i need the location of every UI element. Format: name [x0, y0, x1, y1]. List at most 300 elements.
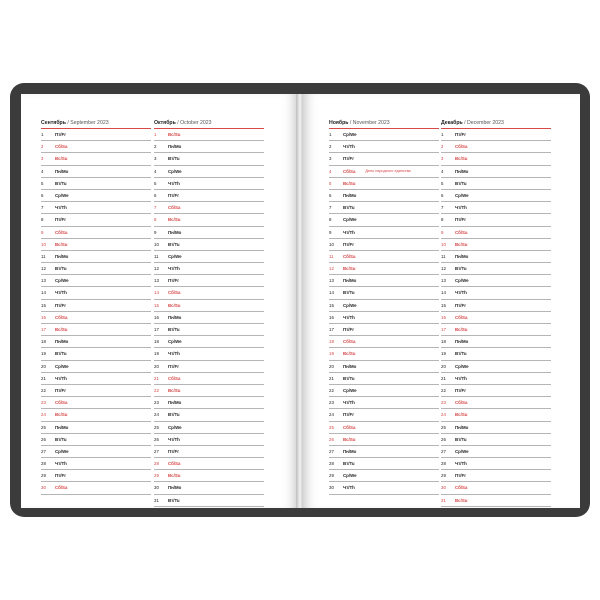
day-row [41, 336, 151, 348]
day-number: 21 [441, 375, 446, 381]
day-number: 30 [329, 485, 334, 491]
day-number: 25 [41, 424, 46, 430]
weekday-label: Вс/Su [55, 412, 68, 418]
day-row [329, 166, 439, 178]
day-row [154, 434, 264, 446]
day-row [441, 300, 551, 312]
day-row [329, 287, 439, 299]
day-row [441, 434, 551, 446]
day-row [154, 324, 264, 336]
day-row [41, 178, 151, 190]
weekday-label: Пт/Fr [343, 327, 354, 332]
day-row [329, 385, 439, 397]
weekday-label: Ср/We [343, 387, 357, 393]
month-subtitle: / October 2023 [177, 120, 212, 126]
weekday-label: Пн/Mo [55, 253, 69, 259]
day-number: 23 [154, 400, 159, 406]
day-number: 14 [154, 290, 159, 296]
weekday-label: Ср/We [343, 302, 357, 308]
weekday-label: Сб/Sa [55, 144, 68, 150]
day-number: 8 [154, 217, 157, 223]
day-number: 3 [41, 156, 44, 162]
day-row [441, 263, 551, 275]
weekday-label: Пт/Fr [343, 412, 354, 418]
day-number: 25 [441, 424, 446, 430]
day-row [329, 361, 439, 373]
month-column-october [154, 120, 264, 507]
weekday-label: Вс/Su [455, 156, 468, 162]
day-row [441, 470, 551, 482]
weekday-label: Вт/Tu [455, 436, 467, 442]
weekday-label: Пн/Mo [455, 424, 469, 430]
weekday-label: Вт/Tu [343, 461, 355, 467]
weekday-label: Сб/Sa [455, 144, 468, 150]
weekday-label: Чт/Th [168, 266, 180, 272]
day-row [441, 336, 551, 348]
weekday-label: Ср/We [168, 168, 182, 174]
day-number: 9 [329, 229, 332, 235]
day-row [41, 214, 151, 226]
day-number: 22 [329, 387, 334, 393]
day-number: 22 [41, 387, 46, 393]
weekday-label: Вс/Su [343, 266, 356, 272]
weekday-label: Сб/Sa [343, 253, 356, 259]
day-number: 10 [41, 241, 46, 247]
day-number: 19 [329, 351, 334, 357]
day-row [441, 409, 551, 421]
day-row [154, 178, 264, 190]
weekday-label: Пт/Fr [55, 387, 66, 393]
day-number: 13 [329, 278, 334, 284]
day-row [154, 470, 264, 482]
month-title: Октябрь [154, 120, 176, 126]
weekday-label: Пн/Mo [168, 485, 182, 491]
day-number: 29 [329, 473, 334, 479]
day-row [441, 178, 551, 190]
day-number: 19 [41, 351, 46, 357]
day-number: 7 [41, 205, 44, 211]
day-row [329, 227, 439, 239]
day-number: 20 [441, 363, 446, 369]
weekday-label: Сб/Sa [55, 314, 68, 320]
day-row [329, 275, 439, 287]
weekday-label: Вс/Su [168, 132, 181, 137]
day-row [154, 446, 264, 458]
day-number: 13 [154, 278, 159, 284]
weekday-label: Пн/Mo [343, 448, 357, 454]
day-row [441, 495, 551, 507]
day-row [154, 385, 264, 397]
weekday-label: Чт/Th [55, 461, 67, 467]
weekday-label: Ср/We [343, 473, 357, 479]
day-number: 26 [441, 436, 446, 442]
day-row [441, 422, 551, 434]
holiday-note: День народного единства [365, 168, 411, 173]
weekday-label: Сб/Sa [168, 290, 181, 296]
day-number: 26 [41, 436, 46, 442]
day-number: 16 [41, 314, 46, 320]
day-number: 31 [154, 497, 159, 503]
day-list [154, 129, 264, 507]
weekday-label: Пт/Fr [455, 387, 466, 393]
day-row [41, 312, 151, 324]
day-number: 15 [154, 302, 159, 308]
weekday-label: Сб/Sa [55, 229, 68, 235]
day-row [441, 446, 551, 458]
day-row [329, 422, 439, 434]
day-row [329, 141, 439, 153]
day-row [41, 263, 151, 275]
day-row [329, 263, 439, 275]
day-number: 24 [441, 412, 446, 418]
day-number: 8 [441, 217, 444, 223]
weekday-label: Вс/Su [343, 436, 356, 442]
weekday-label: Сб/Sa [168, 375, 181, 381]
weekday-label: Сб/Sa [55, 485, 68, 491]
weekday-label: Вт/Tu [55, 351, 67, 357]
day-number: 30 [154, 485, 159, 491]
day-number: 29 [41, 473, 46, 479]
day-number: 28 [154, 461, 159, 467]
weekday-label: Пт/Fr [55, 473, 66, 479]
day-row [41, 482, 151, 494]
day-number: 18 [329, 339, 334, 345]
day-row [441, 153, 551, 165]
day-number: 30 [441, 485, 446, 491]
day-row [41, 470, 151, 482]
day-number: 1 [441, 132, 444, 137]
day-row [441, 190, 551, 202]
weekday-label: Вс/Su [455, 412, 468, 418]
day-row [154, 214, 264, 226]
day-row [329, 324, 439, 336]
month-header [329, 120, 439, 129]
weekday-label: Вт/Tu [168, 497, 180, 503]
day-row [329, 458, 439, 470]
weekday-label: Пн/Mo [55, 424, 69, 430]
day-row [154, 409, 264, 421]
day-number: 10 [329, 241, 334, 247]
weekday-label: Чт/Th [343, 229, 355, 235]
weekday-label: Сб/Sa [343, 168, 356, 174]
day-number: 7 [329, 205, 332, 211]
day-row [41, 287, 151, 299]
weekday-label: Вт/Tu [55, 436, 67, 442]
day-number: 11 [41, 253, 46, 259]
day-number: 18 [154, 339, 159, 345]
month-subtitle: / November 2023 [349, 120, 390, 126]
weekday-label: Чт/Th [55, 205, 67, 211]
day-row [41, 300, 151, 312]
weekday-label: Пт/Fr [168, 448, 179, 454]
day-number: 18 [41, 339, 46, 345]
day-row [329, 202, 439, 214]
day-row [154, 190, 264, 202]
weekday-label: Ср/We [168, 253, 182, 259]
day-row [41, 275, 151, 287]
day-number: 4 [441, 168, 444, 174]
day-row [41, 348, 151, 360]
weekday-label: Сб/Sa [343, 424, 356, 430]
day-row [441, 397, 551, 409]
day-number: 17 [41, 327, 46, 332]
day-row [154, 129, 264, 141]
day-number: 12 [329, 266, 334, 272]
day-number: 23 [329, 400, 334, 406]
day-row [329, 153, 439, 165]
day-number: 3 [329, 156, 332, 162]
day-number: 29 [154, 473, 159, 479]
weekday-label: Пт/Fr [343, 156, 354, 162]
weekday-label: Пн/Mo [168, 314, 182, 320]
day-number: 3 [441, 156, 444, 162]
day-number: 8 [41, 217, 44, 223]
day-number: 26 [329, 436, 334, 442]
weekday-label: Пт/Fr [455, 217, 466, 223]
day-row [154, 227, 264, 239]
day-number: 30 [41, 485, 46, 491]
day-row [441, 458, 551, 470]
weekday-label: Пт/Fr [455, 132, 466, 137]
day-number: 24 [329, 412, 334, 418]
day-row [41, 385, 151, 397]
day-number: 10 [154, 241, 159, 247]
weekday-label: Сб/Sa [455, 400, 468, 406]
day-list [329, 129, 439, 495]
day-number: 9 [41, 229, 44, 235]
day-row [41, 361, 151, 373]
weekday-label: Пт/Fr [55, 217, 66, 223]
day-row [154, 251, 264, 263]
day-number: 11 [154, 253, 159, 259]
day-number: 2 [154, 144, 157, 150]
day-row [329, 409, 439, 421]
day-number: 6 [41, 192, 44, 198]
day-row [154, 263, 264, 275]
weekday-label: Ср/We [55, 278, 69, 284]
weekday-label: Пт/Fr [343, 241, 354, 247]
weekday-label: Вт/Tu [168, 156, 180, 162]
day-row [329, 312, 439, 324]
day-row [441, 482, 551, 494]
weekday-label: Ср/We [455, 363, 469, 369]
weekday-label: Пн/Mo [343, 278, 357, 284]
day-row [441, 227, 551, 239]
day-number: 24 [154, 412, 159, 418]
weekday-label: Ср/We [455, 278, 469, 284]
day-number: 17 [441, 327, 446, 332]
day-row [441, 202, 551, 214]
day-number: 21 [329, 375, 334, 381]
day-number: 27 [154, 448, 159, 454]
day-row [41, 153, 151, 165]
weekday-label: Вс/Su [168, 387, 181, 393]
day-row [41, 227, 151, 239]
weekday-label: Пт/Fr [455, 473, 466, 479]
weekday-label: Вс/Su [343, 180, 356, 186]
day-row [154, 348, 264, 360]
day-row [41, 373, 151, 385]
day-number: 17 [329, 327, 334, 332]
day-row [154, 397, 264, 409]
weekday-label: Чт/Th [55, 375, 67, 381]
weekday-label: Чт/Th [55, 290, 67, 296]
weekday-label: Вт/Tu [455, 180, 467, 186]
day-row [41, 251, 151, 263]
day-number: 17 [154, 327, 159, 332]
day-number: 2 [41, 144, 44, 150]
day-row [329, 129, 439, 141]
day-number: 8 [329, 217, 332, 223]
day-row [41, 129, 151, 141]
month-header [41, 120, 151, 129]
day-number: 2 [441, 144, 444, 150]
day-row [154, 287, 264, 299]
weekday-label: Пн/Mo [455, 339, 469, 345]
weekday-label: Вс/Su [168, 217, 181, 223]
day-number: 4 [154, 168, 157, 174]
month-column-september [41, 120, 151, 495]
day-number: 20 [154, 363, 159, 369]
weekday-label: Вт/Tu [343, 290, 355, 296]
month-title: Ноябрь [329, 120, 349, 126]
weekday-label: Вс/Su [55, 327, 68, 332]
day-row [41, 141, 151, 153]
month-header [154, 120, 264, 129]
day-row [41, 202, 151, 214]
weekday-label: Вс/Su [55, 156, 68, 162]
weekday-label: Пт/Fr [55, 302, 66, 308]
weekday-label: Чт/Th [168, 180, 180, 186]
weekday-label: Пн/Mo [55, 168, 69, 174]
day-number: 9 [154, 229, 157, 235]
weekday-label: Пт/Fr [168, 278, 179, 284]
day-row [154, 300, 264, 312]
day-row [441, 312, 551, 324]
day-row [41, 446, 151, 458]
day-number: 5 [441, 180, 444, 186]
day-number: 13 [41, 278, 46, 284]
weekday-label: Пн/Mo [455, 168, 469, 174]
day-row [441, 373, 551, 385]
day-number: 6 [441, 192, 444, 198]
weekday-label: Вт/Tu [55, 180, 67, 186]
day-row [441, 129, 551, 141]
weekday-label: Пн/Mo [55, 339, 69, 345]
month-header [441, 120, 551, 129]
day-number: 15 [329, 302, 334, 308]
day-number: 14 [441, 290, 446, 296]
weekday-label: Пт/Fr [455, 302, 466, 308]
day-row [41, 397, 151, 409]
day-row [329, 239, 439, 251]
weekday-label: Вс/Su [455, 497, 468, 503]
day-row [154, 495, 264, 507]
day-row [154, 336, 264, 348]
day-number: 1 [41, 132, 44, 137]
day-row [441, 141, 551, 153]
day-row [441, 348, 551, 360]
weekday-label: Сб/Sa [455, 314, 468, 320]
day-row [329, 300, 439, 312]
day-number: 16 [441, 314, 446, 320]
day-number: 6 [329, 192, 332, 198]
right-page [303, 94, 580, 508]
day-row [329, 178, 439, 190]
month-column-december [441, 120, 551, 507]
day-number: 19 [441, 351, 446, 357]
day-row [154, 166, 264, 178]
weekday-label: Сб/Sa [455, 485, 468, 491]
weekday-label: Чт/Th [168, 351, 180, 357]
day-row [441, 275, 551, 287]
day-row [441, 214, 551, 226]
month-title: Декабрь [441, 120, 463, 126]
day-row [441, 287, 551, 299]
weekday-label: Чт/Th [343, 485, 355, 491]
day-number: 23 [441, 400, 446, 406]
weekday-label: Ср/We [455, 448, 469, 454]
day-row [154, 458, 264, 470]
weekday-label: Вт/Tu [455, 266, 467, 272]
day-row [441, 166, 551, 178]
weekday-label: Чт/Th [455, 205, 467, 211]
weekday-label: Вс/Su [55, 241, 68, 247]
day-row [441, 361, 551, 373]
weekday-label: Пн/Mo [168, 400, 182, 406]
weekday-label: Пт/Fr [168, 192, 179, 198]
day-number: 28 [441, 461, 446, 467]
day-number: 3 [154, 156, 157, 162]
weekday-label: Чт/Th [455, 461, 467, 467]
day-number: 25 [154, 424, 159, 430]
day-number: 5 [329, 180, 332, 186]
weekday-label: Сб/Sa [168, 205, 181, 211]
day-row [154, 312, 264, 324]
day-number: 21 [41, 375, 46, 381]
weekday-label: Пн/Mo [343, 192, 357, 198]
day-number: 2 [329, 144, 332, 150]
weekday-label: Чт/Th [455, 290, 467, 296]
day-number: 12 [41, 266, 46, 272]
day-row [441, 324, 551, 336]
day-row [154, 422, 264, 434]
day-number: 26 [154, 436, 159, 442]
day-number: 28 [41, 461, 46, 467]
day-row [154, 373, 264, 385]
weekday-label: Вт/Tu [343, 205, 355, 211]
weekday-label: Пн/Mo [343, 363, 357, 369]
month-title: Сентябрь [41, 120, 66, 126]
weekday-label: Пт/Fr [168, 363, 179, 369]
day-number: 14 [329, 290, 334, 296]
day-number: 11 [441, 253, 446, 259]
day-row [41, 458, 151, 470]
weekday-label: Вс/Su [168, 302, 181, 308]
day-number: 22 [154, 387, 159, 393]
day-number: 22 [441, 387, 446, 393]
left-page [21, 94, 297, 508]
day-number: 11 [329, 253, 334, 259]
day-number: 21 [154, 375, 159, 381]
month-column-november [329, 120, 439, 495]
day-row [329, 373, 439, 385]
day-row [441, 385, 551, 397]
weekday-label: Сб/Sa [455, 229, 468, 235]
weekday-label: Вт/Tu [168, 412, 180, 418]
day-number: 5 [41, 180, 44, 186]
day-number: 20 [329, 363, 334, 369]
